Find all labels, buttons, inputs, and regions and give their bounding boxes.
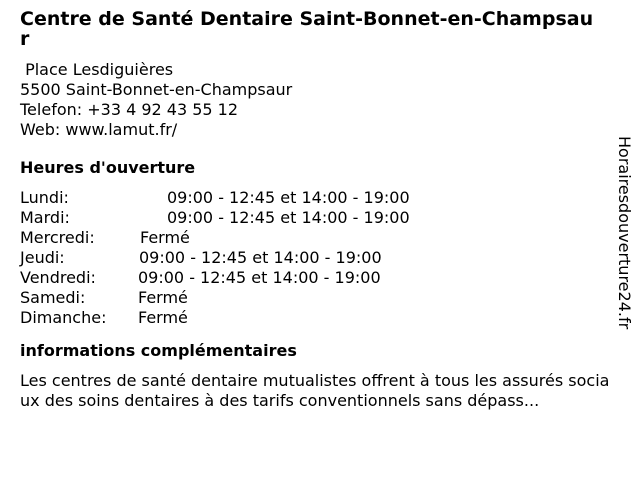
day-label: Lundi: (20, 188, 69, 207)
day-label: Samedi: (20, 288, 86, 307)
day-hours: Fermé (140, 228, 190, 247)
hours-row-friday (20, 268, 610, 288)
day-label: Jeudi: (20, 248, 65, 267)
day-hours: Fermé (138, 288, 188, 307)
hours-row-monday (20, 188, 610, 208)
day-hours: 09:00 - 12:45 et 14:00 - 19:00 (167, 188, 410, 207)
hours-row-tuesday (20, 208, 610, 228)
hours-heading: Heures d'ouverture (20, 158, 196, 177)
day-hours: 09:00 - 12:45 et 14:00 - 19:00 (138, 268, 381, 287)
info-description: Les centres de santé dentaire mutualistes offrent à tous les assurés sociaux des soins dentaires à des tarifs conventionnels sans dépass... (20, 371, 610, 410)
address-city: 5500 Saint-Bonnet-en-Champsaur (20, 80, 293, 99)
hours-row-thursday (20, 248, 610, 268)
day-label: Mardi: (20, 208, 70, 227)
phone-number: Telefon: +33 4 92 43 55 12 (20, 100, 239, 119)
info-heading: informations complémentaires (20, 341, 297, 360)
day-label: Mercredi: (20, 228, 95, 247)
day-label: Dimanche: (20, 308, 107, 327)
website-link: Web: www.lamut.fr/ (20, 120, 178, 139)
hours-row-saturday (20, 288, 610, 308)
address-street: Place Lesdiguières (20, 60, 174, 79)
hours-table (20, 188, 610, 328)
day-hours: 09:00 - 12:45 et 14:00 - 19:00 (139, 248, 382, 267)
address-block (20, 60, 610, 140)
hours-row-sunday (20, 308, 610, 328)
side-brand-watermark: Horairesdouverture24.fr (615, 136, 634, 330)
day-hours: 09:00 - 12:45 et 14:00 - 19:00 (167, 208, 410, 227)
hours-row-wednesday (20, 228, 610, 248)
day-hours: Fermé (138, 308, 188, 327)
page-title: Centre de Santé Dentaire Saint-Bonnet-en-Champsaur (20, 8, 594, 50)
day-label: Vendredi: (20, 268, 96, 287)
opening-hours-card (20, 0, 610, 411)
